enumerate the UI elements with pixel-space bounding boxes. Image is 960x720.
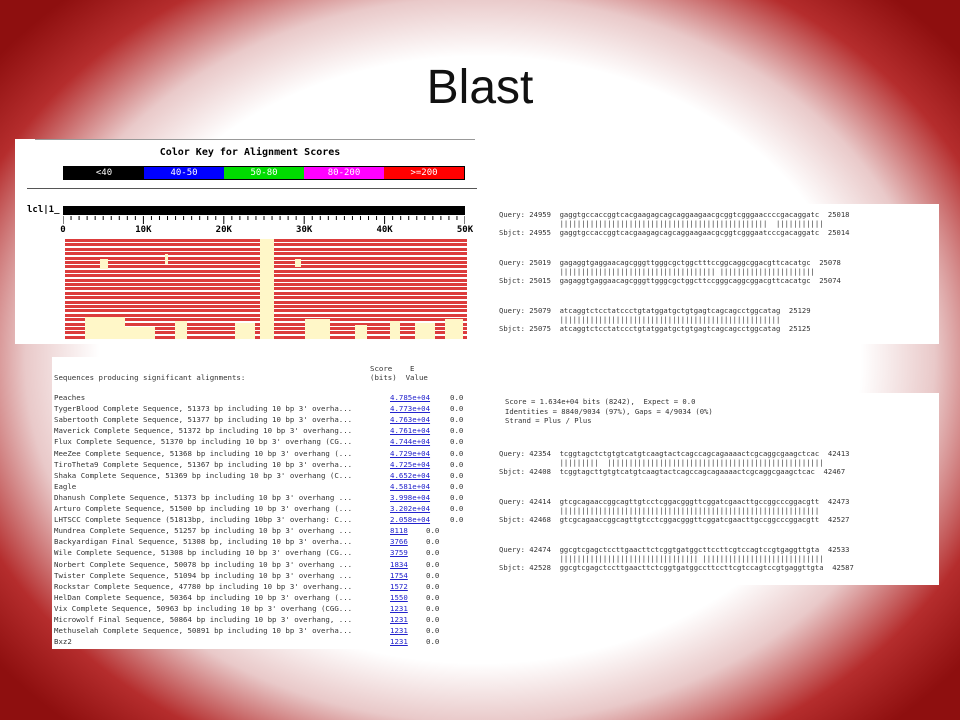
hit-score-link[interactable]: 4.763e+04	[390, 415, 431, 425]
match-line: ||||||||||||||||||||||||||||||||||||||||||||||||||||||||||||	[499, 506, 820, 515]
alignment-panel-bottom	[495, 393, 939, 585]
color-key-bar	[63, 166, 465, 180]
color-key-segment: 80-200	[304, 167, 384, 179]
hit-row	[54, 449, 470, 458]
hit-description: Methuselah Complete Sequence, 50891 bp including 10 bp 3' overha...	[54, 626, 353, 636]
hit-description: Eagle	[54, 481, 77, 491]
match-line: ||||||||| ||||||||||||||||||||||||||||||||||||||||||||||||||	[499, 458, 824, 467]
hit-row	[54, 504, 470, 513]
axis-ticks	[63, 216, 465, 224]
hit-score-link[interactable]: 4.729e+04	[390, 448, 431, 458]
hit-description: Flux Complete Sequence, 51370 bp including 10 bp 3' overhang (CG...	[54, 437, 353, 447]
hit-evalue: 0.0	[450, 504, 464, 513]
hit-score-link[interactable]: 1231	[390, 615, 408, 624]
alignment-gap	[445, 319, 463, 339]
alignment-gap	[390, 321, 400, 339]
hit-evalue: 0.0	[450, 415, 464, 425]
subject-line: Sbjct: 42408 tcggtagcttgtgtcatgtcaagtactcagccagcagaaaactcgcaggcgaagctcac 42467	[499, 467, 846, 476]
hit-list-panel	[52, 357, 472, 649]
axis-tick-label: 20K	[215, 225, 232, 235]
color-key-segment: 40-50	[144, 167, 224, 179]
color-key-segment: 50-80	[224, 167, 304, 179]
match-line: |||||||||||||||||||||||||||||||| ||||||||||||||||||||||||||||	[499, 554, 824, 563]
alignment-stat: Strand = Plus / Plus	[505, 416, 592, 425]
hit-row	[54, 393, 470, 402]
subject-line: Sbjct: 42528 ggcgtcgagctccttgaacttctcggtgatggccttccttcgtccagtccgtgaggttgta 42587	[499, 563, 854, 572]
match-line: |||||||||||||||||||||||||||||||||||| ||||||||||||||||||||||	[499, 267, 815, 276]
hit-score-link[interactable]: 8118	[390, 526, 408, 536]
hit-row	[54, 571, 470, 580]
hit-score-link[interactable]: 3.202e+04	[390, 504, 431, 513]
alignment-gap	[100, 259, 108, 269]
hit-description: HelDan Complete Sequence, 50364 bp including 10 bp 3' overhang (...	[54, 592, 353, 602]
color-key-segment: <40	[64, 167, 144, 179]
alignment-gap	[295, 259, 301, 267]
match-line: |||||||||||||||||||||||||||||||||||||||||||||||| |||||||||||	[499, 219, 824, 228]
hit-row	[54, 515, 470, 524]
subject-line: Sbjct: 25015 gagaggtgaggaacagcgggttgggcgctggcttccgggcaggcggacgttcacatgc 25074	[499, 276, 841, 285]
query-bar	[63, 206, 465, 215]
alignment-gap	[305, 319, 330, 339]
hit-description: Arturo Complete Sequence, 51500 bp including 10 bp 3' overhang (...	[54, 504, 353, 513]
query-label: lcl|1_	[27, 205, 60, 215]
hit-list-header-score: Score E (bits) Value	[370, 364, 428, 382]
hit-evalue: 0.0	[450, 448, 464, 458]
hit-description: Wile Complete Sequence, 51308 bp including 10 bp 3' overhang (CG...	[54, 548, 353, 558]
hit-evalue: 0.0	[426, 559, 440, 569]
hit-score-link[interactable]: 4.761e+04	[390, 426, 431, 436]
hit-description: Norbert Complete Sequence, 50078 bp including 10 bp 3' overhang ...	[54, 559, 353, 569]
hit-evalue: 0.0	[450, 515, 464, 525]
alignment-gap	[165, 254, 168, 264]
alignment-stat: Identities = 8840/9034 (97%), Gaps = 4/9034 (0%)	[505, 406, 713, 416]
hit-evalue: 0.0	[450, 470, 464, 480]
query-line: Query: 24959 gaggtgccaccggtcacgaagagcagcaggaagaacgcggtcgggaaccccgacaggatc 25018	[499, 210, 850, 219]
hit-score-link[interactable]: 3766	[390, 537, 408, 547]
hit-description: MeeZee Complete Sequence, 51368 bp including 10 bp 3' overhang (...	[54, 448, 353, 458]
alignment-panel-top	[495, 204, 939, 344]
hit-evalue: 0.0	[450, 393, 464, 402]
hit-row	[54, 593, 470, 602]
hit-score-link[interactable]: 4.725e+04	[390, 459, 431, 469]
hit-row	[54, 548, 470, 557]
hit-evalue: 0.0	[450, 481, 464, 491]
hit-list-header-desc: Sequences producing significant alignments:	[54, 373, 246, 382]
hit-description: Bxz2	[54, 637, 72, 647]
query-line: Query: 25079 atcaggtctcctatccctgtatggatgctgtgagtcagcagcctggcatag 25129	[499, 306, 811, 315]
hit-row	[54, 437, 470, 446]
alignment-stats	[505, 397, 713, 426]
hit-evalue: 0.0	[450, 404, 464, 414]
color-key-title: Color Key for Alignment Scores	[159, 147, 341, 158]
hit-description: Vix Complete Sequence, 50963 bp including 10 bp 3' overhang (CGG...	[54, 603, 353, 613]
hit-score-link[interactable]: 4.652e+04	[390, 470, 431, 480]
hit-evalue: 0.0	[426, 615, 440, 624]
query-line: Query: 25019 gagaggtgaggaacagcgggttgggcgctggctttccggcaggcggacgttcacatgc 25078	[499, 258, 841, 267]
axis-tick-label: 10K	[135, 225, 152, 235]
hit-description: Dhanush Complete Sequence, 51373 bp including 10 bp 3' overhang ...	[54, 492, 353, 502]
hit-evalue: 0.0	[426, 537, 440, 547]
alignment-gap	[175, 321, 187, 339]
hit-evalue: 0.0	[426, 570, 440, 580]
hit-row	[54, 482, 470, 491]
hit-row	[54, 615, 470, 624]
hit-list-header	[52, 361, 472, 383]
hit-evalue: 0.0	[450, 426, 464, 436]
hit-row	[54, 537, 470, 546]
hit-row	[54, 493, 470, 502]
hit-evalue: 0.0	[450, 437, 464, 447]
alignment-gap	[355, 325, 367, 339]
hit-description: Rockstar Complete Sequence, 47780 bp including 10 bp 3' overhang...	[54, 581, 353, 591]
divider	[35, 139, 475, 140]
hit-evalue: 0.0	[450, 459, 464, 469]
hit-evalue: 0.0	[426, 548, 440, 558]
match-line: |||||||||||||||||||||||||||||||||||||||||||||||||||	[499, 315, 781, 324]
hit-score-link[interactable]: 3759	[390, 548, 408, 558]
hit-score-link[interactable]: 1834	[390, 559, 408, 569]
hit-score-link[interactable]: 1231	[390, 626, 408, 636]
color-key-segment: >=200	[384, 167, 464, 179]
hit-score-link[interactable]: 1572	[390, 581, 408, 591]
hit-row	[54, 626, 470, 635]
hit-description: Maverick Complete Sequence, 51372 bp including 10 bp 3' overhang...	[54, 426, 353, 436]
hit-score-link[interactable]: 4.785e+04	[390, 393, 431, 402]
hit-description: TiroTheta9 Complete Sequence, 51367 bp including 10 bp 3' overha...	[54, 459, 353, 469]
hit-evalue: 0.0	[426, 637, 440, 647]
alignment-gap	[235, 323, 255, 339]
hit-description: Shaka Complete Sequence, 51369 bp including 10 bp 3' overhang (C...	[54, 470, 353, 480]
hit-row	[54, 582, 470, 591]
hit-score-link[interactable]: 3.998e+04	[390, 492, 431, 502]
axis-tick-label: 30K	[296, 225, 313, 235]
hit-row	[54, 460, 470, 469]
hit-row	[54, 560, 470, 569]
hit-description: Sabertooth Complete Sequence, 51377 bp including 10 bp 3' overha...	[54, 415, 353, 425]
hit-evalue: 0.0	[450, 492, 464, 502]
hit-description: LHTSCC Complete Sequence (51813bp, including 10bp 3' overhang: C...	[54, 515, 353, 525]
divider	[27, 188, 477, 189]
hit-score-link[interactable]: 2.058e+04	[390, 515, 431, 525]
subject-line: Sbjct: 24955 gaggtgccaccggtcacgaagagcagcaggaagaacgcggtcgggaatcccgacaggatc 25014	[499, 228, 850, 237]
hit-row	[54, 637, 470, 646]
hit-description: Peaches	[54, 393, 86, 402]
hit-evalue: 0.0	[426, 581, 440, 591]
query-line: Query: 42414 gtcgcagaaccggcagttgtcctcggacgggttcggatcgaacttgccggcccggacgtt 42473	[499, 497, 850, 506]
alignment-gap	[125, 327, 155, 339]
hit-row	[54, 471, 470, 480]
hit-score-link[interactable]: 4.581e+04	[390, 481, 431, 491]
alignment-gap	[415, 323, 435, 339]
alignment-stat: Score = 1.634e+04 bits (8242), Expect = 0.0	[505, 397, 696, 406]
hit-score-link[interactable]: 4.744e+04	[390, 437, 431, 447]
hit-row	[54, 404, 470, 413]
hit-evalue: 0.0	[426, 626, 440, 636]
hit-overview[interactable]	[65, 239, 467, 339]
hit-description: TygerBlood Complete Sequence, 51373 bp including 10 bp 3' overha...	[54, 404, 353, 414]
subject-line: Sbjct: 42468 gtcgcagaaccggcagttgtcctcggacgggttcggatcgaacttgccggcccggacgtt 42527	[499, 515, 850, 524]
axis-tick-label: 0	[60, 225, 66, 235]
hit-row	[54, 426, 470, 435]
hit-evalue: 0.0	[426, 526, 440, 536]
hit-score-link[interactable]: 4.773e+04	[390, 404, 431, 414]
hit-row	[54, 415, 470, 424]
alignment-gap	[85, 317, 125, 339]
slide-title: Blast	[426, 61, 534, 114]
graphic-overview-panel	[15, 139, 485, 344]
hit-score-link[interactable]: 1231	[390, 603, 408, 613]
query-line: Query: 42474 ggcgtcgagctccttgaacttctcggtgatggcttccttcgtccagtccgtgaggttgta 42533	[499, 545, 850, 554]
alignment-gap	[260, 239, 274, 339]
hit-description: Mundrea Complete Sequence, 51257 bp including 10 bp 3' overhang ...	[54, 526, 353, 536]
hit-row	[54, 604, 470, 613]
hit-score-link[interactable]: 1231	[390, 637, 408, 647]
axis-tick-label: 40K	[376, 225, 393, 235]
hit-evalue: 0.0	[426, 592, 440, 602]
hit-score-link[interactable]: 1754	[390, 570, 408, 580]
subject-line: Sbjct: 25075 atcaggtctcctatccctgtatggatgctgtgagtcagcagcctggcatag 25125	[499, 324, 811, 333]
hit-description: Twister Complete Sequence, 51094 bp including 10 bp 3' overhang ...	[54, 570, 353, 580]
axis-tick-label: 50K	[456, 225, 474, 235]
query-line: Query: 42354 tcggtagctctgtgtcatgtcaagtactcagccagcagaaaactcgcaggcgaagctcac 42413	[499, 449, 850, 458]
hit-evalue: 0.0	[426, 603, 440, 613]
hit-description: Backyardigan Final Sequence, 51308 bp, including 10 bp 3' overha...	[54, 537, 353, 547]
hit-row	[54, 526, 470, 535]
hit-description: Microwolf Final Sequence, 50864 bp including 10 bp 3' overhang, ...	[54, 615, 353, 624]
hit-score-link[interactable]: 1550	[390, 592, 408, 602]
